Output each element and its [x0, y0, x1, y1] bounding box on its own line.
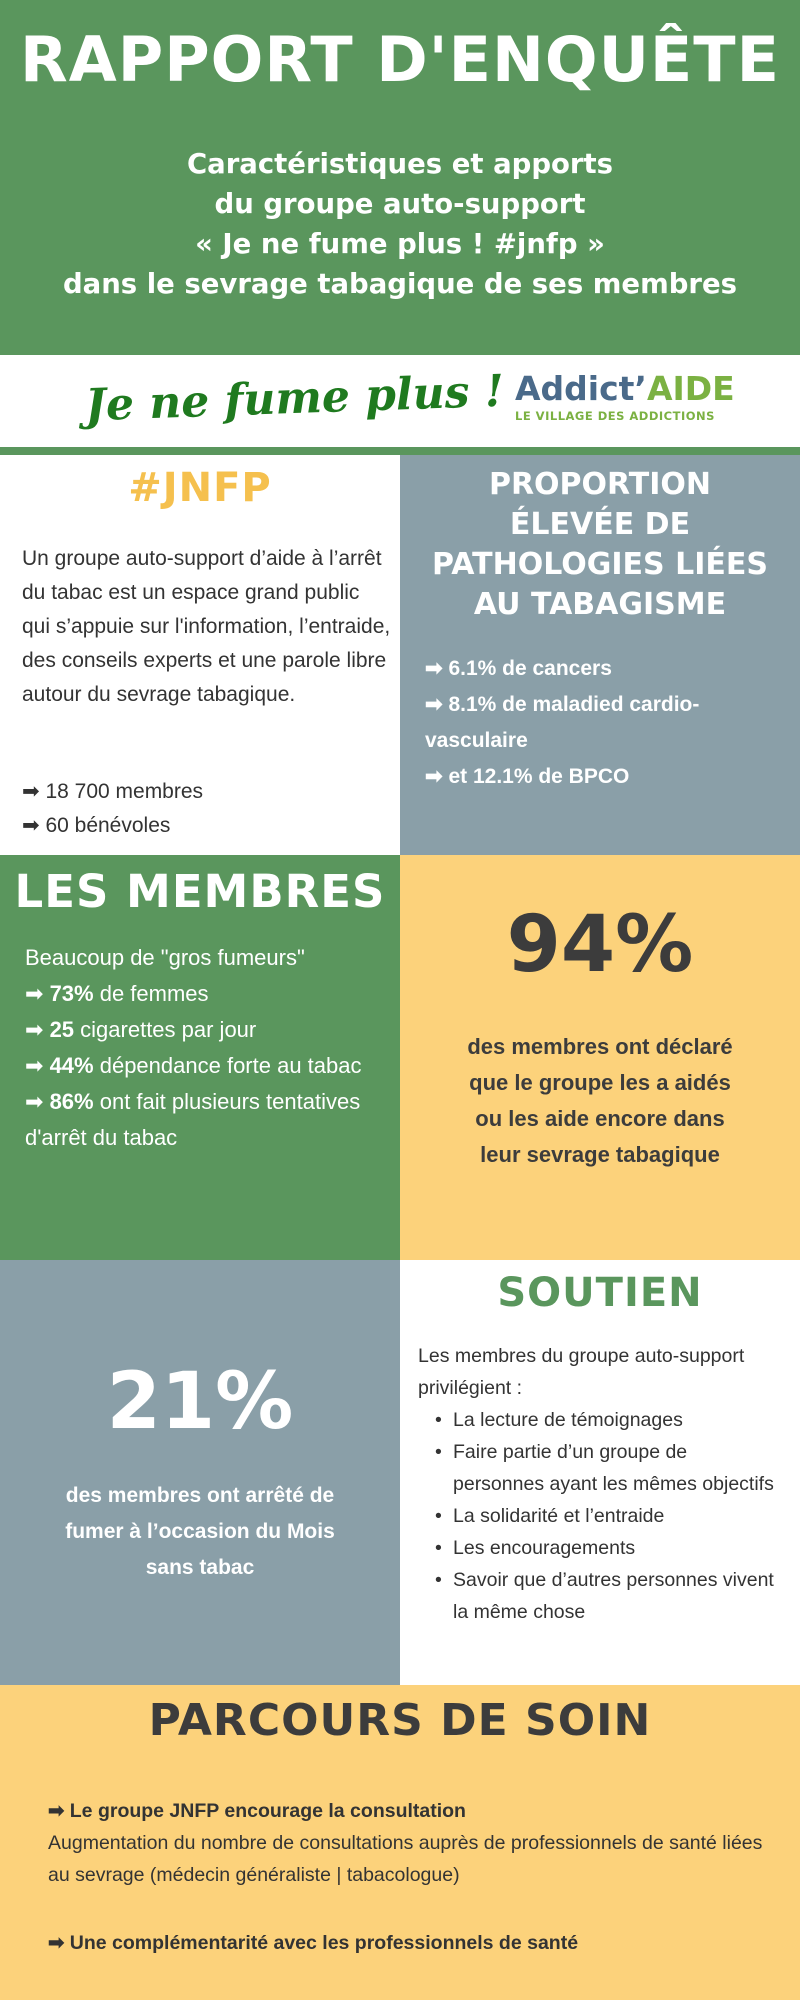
- stat-description: des membres ont arrêté de fumer à l’occasion du Mois sans tabac: [65, 1484, 335, 1579]
- stat-21-section: [0, 1260, 400, 1685]
- support-section: [400, 1260, 800, 1685]
- care-point-2: [48, 1927, 768, 1959]
- arrow-icon: ➡: [25, 1089, 44, 1114]
- jnfp-logo: Je ne fume plus !: [84, 365, 505, 432]
- stat-94-section: [400, 855, 800, 1260]
- bullet-icon: •: [435, 1569, 442, 1591]
- arrow-icon: ➡: [48, 1800, 65, 1822]
- pathologies-list: [425, 651, 790, 795]
- list-item: • Les encouragements: [453, 1532, 783, 1564]
- subtitle-line: Caractéristiques et apports: [186, 148, 613, 180]
- list-item: • Savoir que d’autres personnes vivent la même chose: [453, 1564, 783, 1628]
- stat-description: des membres ont déclaré que le groupe les a aidés ou les aide encore dans leur sevrage tabagique: [467, 1034, 733, 1167]
- list-item: • La solidarité et l’entraide: [453, 1500, 783, 1532]
- stat-volunteers: ➡ 60 bénévoles: [22, 814, 171, 837]
- care-point-text: Augmentation du nombre de consultations auprès de professionnels de santé liées au sevrage (médecin généraliste | tabacologue): [48, 1832, 763, 1886]
- arrow-icon: ➡: [425, 657, 443, 680]
- page-title: RAPPORT D'ENQUÊTE: [20, 23, 780, 96]
- care-point-title: ➡ Une complémentarité avec les professionnels de santé: [48, 1932, 579, 1954]
- addictaide-logo: [515, 369, 735, 423]
- arrow-icon: ➡: [48, 1932, 65, 1954]
- list-item: ➡ 86% ont fait plusieurs tentatives d'arrêt du tabac: [25, 1089, 361, 1150]
- addictaide-logo-name: Addict’AIDE: [515, 369, 735, 408]
- bullet-icon: •: [435, 1441, 442, 1463]
- stat-members: ➡ 18 700 membres: [22, 780, 204, 803]
- list-item: ➡ 25 cigarettes par jour: [25, 1017, 257, 1042]
- stat-value: 94%: [506, 900, 694, 990]
- subtitle-line: « Je ne fume plus ! #jnfp »: [195, 228, 605, 260]
- list-item: • Faire partie d’un groupe de personnes ayant les mêmes objectifs: [453, 1436, 783, 1500]
- care-pathway-section: [0, 1685, 800, 2000]
- arrow-icon: ➡: [25, 1053, 44, 1078]
- list-item: ➡ 6.1% de cancers: [425, 657, 612, 680]
- bullet-icon: •: [435, 1505, 442, 1527]
- bullet-icon: •: [435, 1537, 442, 1559]
- list-item: ➡ 8.1% de maladied cardio-vasculaire: [425, 693, 700, 752]
- arrow-icon: ➡: [25, 981, 44, 1006]
- subtitle-line: du groupe auto-support: [214, 188, 586, 220]
- list-item: ➡ 73% de femmes: [25, 981, 209, 1006]
- arrow-icon: ➡: [425, 693, 443, 716]
- arrow-icon: ➡: [22, 814, 40, 837]
- members-intro: Beaucoup de "gros fumeurs": [25, 945, 305, 970]
- header-banner: [0, 0, 800, 355]
- list-item: ➡ 44% dépendance forte au tabac: [25, 1053, 362, 1078]
- members-list: [25, 940, 385, 1156]
- pathologies-section: [400, 455, 800, 855]
- logos-bar: [0, 355, 800, 447]
- subtitle-line: dans le sevrage tabagique de ses membres: [62, 268, 738, 300]
- divider: [0, 447, 800, 455]
- members-section: [0, 855, 400, 1260]
- section-title: PROPORTION ÉLEVÉE DE PATHOLOGIES LIÉES AU TABAGISME: [432, 467, 768, 622]
- support-list: [435, 1404, 783, 1628]
- arrow-icon: ➡: [22, 780, 40, 803]
- arrow-icon: ➡: [25, 1017, 44, 1042]
- jnfp-section: [0, 455, 400, 855]
- bullet-icon: •: [435, 1409, 442, 1431]
- jnfp-description: Un groupe auto-support d’aide à l’arrêt du tabac est un espace grand public qui s’appuie sur l'information, l’entraide, des conseils experts et une parole libre autour du sevrage tabagique.: [22, 547, 391, 706]
- care-point-1: [48, 1795, 768, 1891]
- page-subtitle: [0, 144, 800, 304]
- section-title: PARCOURS DE SOIN: [148, 1695, 652, 1746]
- list-item: ➡ et 12.1% de BPCO: [425, 765, 630, 788]
- list-item: • La lecture de témoignages: [453, 1404, 783, 1436]
- section-title: SOUTIEN: [497, 1270, 703, 1316]
- section-title: #JNFP: [128, 465, 272, 511]
- care-point-title: ➡ Le groupe JNFP encourage la consultation: [48, 1800, 466, 1822]
- addictaide-tagline: LE VILLAGE DES ADDICTIONS: [515, 409, 715, 423]
- section-title: LES MEMBRES: [14, 865, 386, 918]
- support-intro: Les membres du groupe auto-support privilégient :: [418, 1345, 745, 1399]
- arrow-icon: ➡: [425, 765, 443, 788]
- stat-value: 21%: [106, 1357, 294, 1447]
- jnfp-stats: [22, 775, 203, 843]
